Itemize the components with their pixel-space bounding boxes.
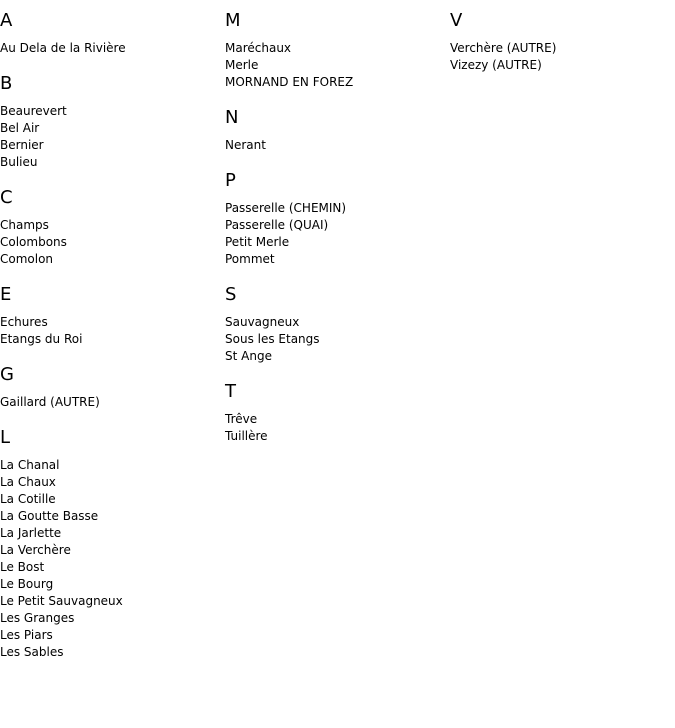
street-list — [225, 137, 450, 154]
letter-heading: G — [0, 364, 14, 385]
street-link-les-granges[interactable]: Les Granges — [0, 611, 75, 625]
letter-heading: E — [0, 284, 12, 305]
street-link-le-bost[interactable]: Le Bost — [0, 560, 45, 574]
street-list-item — [0, 593, 225, 610]
street-list-item — [225, 251, 450, 268]
street-list-item — [450, 40, 675, 57]
street-link-la-chanal[interactable]: La Chanal — [0, 458, 60, 472]
street-link-la-verchere[interactable]: La Verchère — [0, 543, 71, 557]
street-list — [225, 314, 450, 365]
street-link-sauvagneux[interactable]: Sauvagneux — [225, 315, 300, 329]
letter-group-l — [0, 427, 225, 661]
street-list — [450, 40, 675, 74]
letter-group-c — [0, 187, 225, 268]
street-list-item — [0, 491, 225, 508]
index-column-2 — [225, 0, 450, 461]
street-list-item — [0, 314, 225, 331]
street-list-item — [0, 576, 225, 593]
street-list-item — [0, 457, 225, 474]
letter-group-t — [225, 381, 450, 445]
street-list — [225, 40, 450, 91]
street-list — [0, 217, 225, 268]
letter-heading: L — [0, 427, 11, 448]
letter-heading: B — [0, 73, 13, 94]
street-list-item — [0, 154, 225, 171]
street-link-nerant[interactable]: Nerant — [225, 138, 266, 152]
letter-heading: M — [225, 10, 241, 31]
street-list — [0, 103, 225, 171]
letter-group-v — [450, 10, 675, 74]
street-link-tuillere[interactable]: Tuillère — [225, 429, 268, 443]
street-list-item — [0, 120, 225, 137]
street-link-st-ange[interactable]: St Ange — [225, 349, 272, 363]
street-list-item — [225, 40, 450, 57]
street-list — [0, 314, 225, 348]
street-link-le-petit-sauvagneux[interactable]: Le Petit Sauvagneux — [0, 594, 123, 608]
street-link-pommet[interactable]: Pommet — [225, 252, 275, 266]
street-link-bernier[interactable]: Bernier — [0, 138, 44, 152]
street-link-merle[interactable]: Merle — [225, 58, 259, 72]
letter-heading: V — [450, 10, 463, 31]
street-list-item — [225, 137, 450, 154]
letter-heading: P — [225, 170, 236, 191]
street-link-etangs-du-roi[interactable]: Etangs du Roi — [0, 332, 83, 346]
street-list — [225, 200, 450, 268]
street-link-vizezy-autre[interactable]: Vizezy (AUTRE) — [450, 58, 542, 72]
street-list-item — [0, 508, 225, 525]
street-link-le-bourg[interactable]: Le Bourg — [0, 577, 54, 591]
street-link-bulieu[interactable]: Bulieu — [0, 155, 38, 169]
street-link-bel-air[interactable]: Bel Air — [0, 121, 40, 135]
street-link-gaillard-autre[interactable]: Gaillard (AUTRE) — [0, 395, 100, 409]
street-list — [0, 457, 225, 661]
street-link-les-piars[interactable]: Les Piars — [0, 628, 53, 642]
street-list-item — [0, 644, 225, 661]
street-link-passerelle-quai[interactable]: Passerelle (QUAI) — [225, 218, 329, 232]
street-list-item — [225, 314, 450, 331]
street-link-colombons[interactable]: Colombons — [0, 235, 67, 249]
letter-group-m — [225, 10, 450, 91]
letter-group-n — [225, 107, 450, 154]
street-list-item — [0, 610, 225, 627]
street-list-item — [0, 40, 225, 57]
street-link-la-cotille[interactable]: La Cotille — [0, 492, 56, 506]
street-link-treve[interactable]: Trêve — [225, 412, 258, 426]
letter-group-s — [225, 284, 450, 365]
index-column-1 — [0, 0, 225, 677]
index-column-3 — [450, 0, 675, 90]
letter-group-g — [0, 364, 225, 411]
street-link-sous-les-etangs[interactable]: Sous les Etangs — [225, 332, 320, 346]
street-list-item — [225, 57, 450, 74]
street-list-item — [0, 137, 225, 154]
street-link-echures[interactable]: Echures — [0, 315, 48, 329]
street-list — [225, 411, 450, 445]
street-list-item — [0, 542, 225, 559]
street-list-item — [225, 348, 450, 365]
street-link-comolon[interactable]: Comolon — [0, 252, 54, 266]
street-link-petit-merle[interactable]: Petit Merle — [225, 235, 290, 249]
street-link-passerelle-chemin[interactable]: Passerelle (CHEMIN) — [225, 201, 347, 215]
street-list-item — [0, 627, 225, 644]
street-list-item — [0, 234, 225, 251]
letter-group-e — [0, 284, 225, 348]
street-link-la-goutte-basse[interactable]: La Goutte Basse — [0, 509, 99, 523]
street-link-marechaux[interactable]: Maréchaux — [225, 41, 292, 55]
street-link-les-sables[interactable]: Les Sables — [0, 645, 64, 659]
street-list-item — [0, 394, 225, 411]
street-link-la-jarlette[interactable]: La Jarlette — [0, 526, 62, 540]
street-list-item — [0, 217, 225, 234]
street-list-item — [225, 74, 450, 91]
letter-heading: A — [0, 10, 13, 31]
street-list-item — [450, 57, 675, 74]
letter-group-p — [225, 170, 450, 268]
street-list-item — [0, 474, 225, 491]
street-list-item — [0, 103, 225, 120]
street-list-item — [0, 559, 225, 576]
street-list-item — [225, 217, 450, 234]
street-list-item — [0, 251, 225, 268]
street-link-la-chaux[interactable]: La Chaux — [0, 475, 56, 489]
letter-group-b — [0, 73, 225, 171]
street-list-item — [225, 411, 450, 428]
street-list — [0, 394, 225, 411]
street-list-item — [225, 428, 450, 445]
letter-heading: N — [225, 107, 239, 128]
street-link-beaurevert[interactable]: Beaurevert — [0, 104, 67, 118]
street-list — [0, 40, 225, 57]
letter-heading: S — [225, 284, 237, 305]
street-list-item — [0, 331, 225, 348]
letter-heading: T — [225, 381, 236, 402]
street-list-item — [225, 331, 450, 348]
street-link-mornand-en-forez[interactable]: MORNAND EN FOREZ — [225, 75, 354, 89]
letter-group-a — [0, 10, 225, 57]
letter-heading: C — [0, 187, 13, 208]
street-link-verchere-autre[interactable]: Verchère (AUTRE) — [450, 41, 557, 55]
street-list-item — [225, 200, 450, 217]
street-list-item — [0, 525, 225, 542]
street-link-au-dela-de-la-riviere[interactable]: Au Dela de la Rivière — [0, 41, 126, 55]
street-list-item — [225, 234, 450, 251]
street-link-champs[interactable]: Champs — [0, 218, 49, 232]
